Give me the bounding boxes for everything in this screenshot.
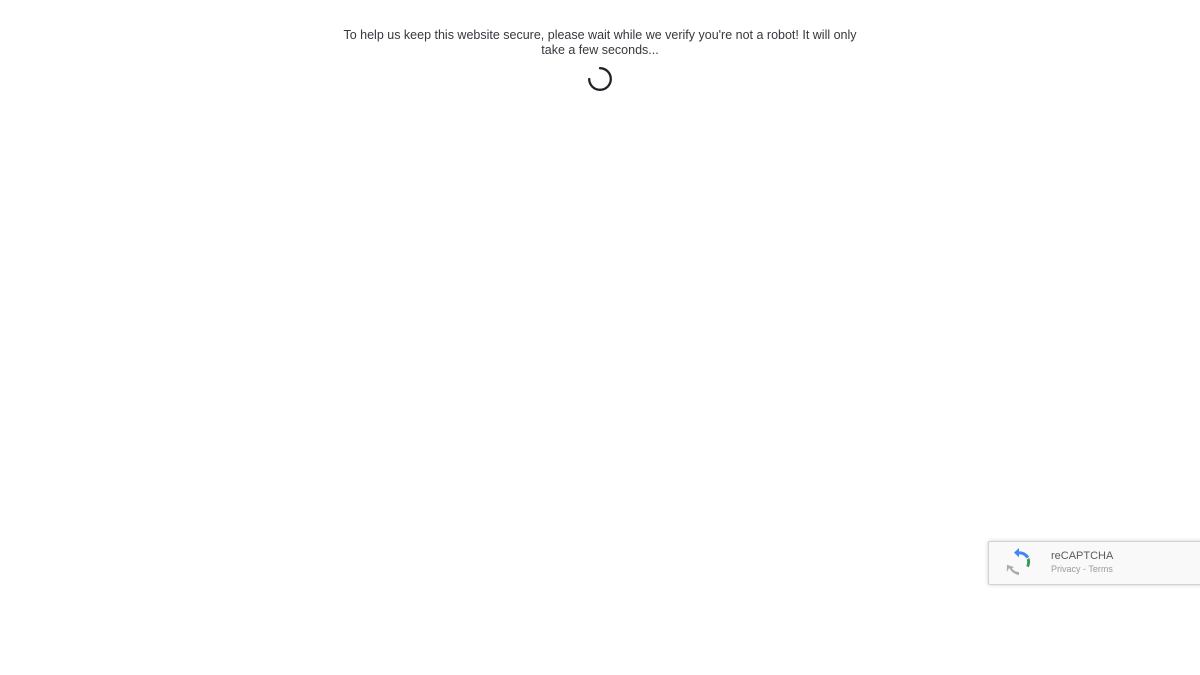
recaptcha-brand-label: reCAPTCHA (1051, 550, 1114, 562)
recaptcha-badge-text (1049, 550, 1200, 576)
recaptcha-link-separator: - (1083, 564, 1087, 574)
recaptcha-terms-link[interactable]: Terms (1088, 564, 1113, 574)
recaptcha-logo-icon (989, 541, 1049, 585)
spinner-container (0, 66, 1200, 92)
verification-message: To help us keep this website secure, please wait while we verify you're not a robot! It will only take a few seconds... (343, 28, 857, 57)
recaptcha-privacy-link[interactable]: Privacy (1051, 564, 1081, 574)
verification-message-block (0, 28, 1200, 58)
loading-spinner-icon (587, 66, 613, 92)
recaptcha-badge-links[interactable] (1051, 563, 1200, 576)
recaptcha-badge[interactable] (988, 541, 1200, 585)
